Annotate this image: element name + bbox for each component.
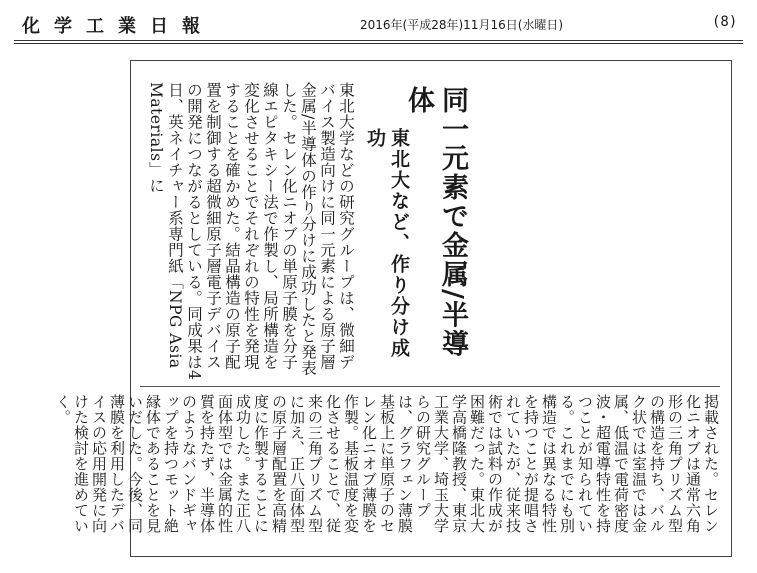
article-body-upper: 東北大学などの研究グループは、微細デバイス製造向けに同一元素による原子層金属/半導体の作り分けに成功したと発表した。セレン化ニオブの単原子膜を分子線エピタキシー法で作製し、局所構造を変化させることでそれぞれの特性を発現することを確かめた。結晶構造の原子配置を制御する超微細原子層電子デバイスの開発につながるとしている。同成果は4日、英ネイチャー系専門紙「NPG Asia Materials」に: [147, 82, 355, 381]
article-section-divider: [140, 386, 720, 387]
article-subheadline: 東北大など、作り分け成功: [364, 128, 410, 359]
issue-date: 2016年(平成28年)11月16日(水曜日): [360, 18, 564, 32]
header-rule-lower: [14, 43, 743, 44]
newspaper-name: 化学工業日報: [22, 16, 214, 37]
header-rule: [14, 40, 743, 41]
article-headline: 同一元素で金属/半導体: [403, 86, 468, 359]
page-number: (8): [712, 14, 738, 30]
article-body-lower: 掲載された。セレン化ニオブは通常六角形の三角プリズム型の構造を持ち、バルク状では室温では金属、低温で電荷密度波・超電導特性を持つことが知られている。これまでにも別構造では異なる特性を持つことが提唱されていたが、従来技術では試料の作成が困難だった。東北大学高橋隆教授、東京工業大学、埼玉大学らの研究グループは、グラフェン薄膜基板上に単原子のセレン化ニオブ薄膜を作製。基板温度を変化させることで、従来の三角プリズム型に加え、正八面体型の原子層配置を高精度に作製することに成功した。また正八面体型では金属的性質を持たず、半導体のようなバンドギャップを持つモット絶縁体であることを見いだした。今後、同薄膜を利用したデバイスの応用開発に向けた検討を進めていく。: [54, 394, 720, 534]
newspaper-header: [0, 0, 757, 44]
